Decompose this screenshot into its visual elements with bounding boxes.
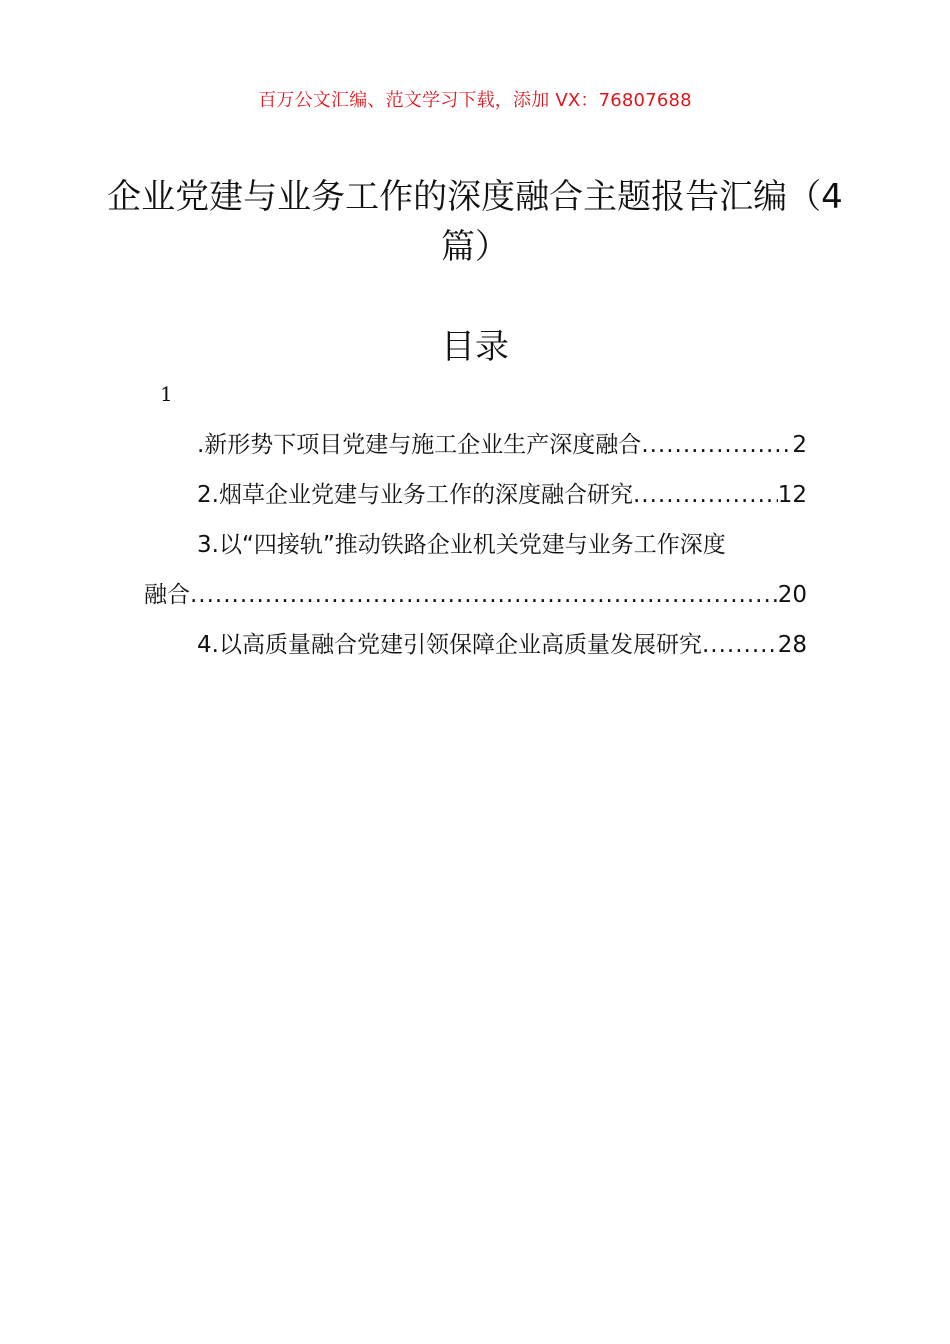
document-title: 企业党建与业务工作的深度融合主题报告汇编（4篇） — [107, 177, 843, 267]
toc-entry-label: 2.烟草企业党建与业务工作的深度融合研究 — [197, 482, 633, 508]
toc-entry-label: .新形势下项目党建与施工企业生产深度融合 — [197, 432, 642, 458]
toc-page-number: 2 — [792, 432, 807, 458]
toc-entry-4[interactable] — [197, 628, 807, 662]
toc-entry-3-line-1[interactable] — [197, 528, 807, 562]
toc-leader-dots — [190, 578, 778, 612]
toc-heading: 目录 — [441, 327, 509, 367]
toc-entry-1[interactable] — [197, 428, 807, 462]
toc-page-number: 20 — [777, 582, 807, 608]
toc-entry-label: 4.以高质量融合党建引领保障企业高质量发展研究 — [197, 632, 702, 658]
stray-number: 1 — [160, 382, 173, 406]
toc-entry-label: 3.以“四接轨”推动铁路企业机关党建与业务工作深度 — [197, 532, 726, 558]
toc-leader-dots — [633, 478, 778, 512]
toc-page-number: 28 — [777, 632, 807, 658]
toc-leader-dots — [702, 628, 778, 662]
toc-entry-label: 融合 — [144, 582, 190, 608]
toc-leader-dots — [641, 428, 792, 462]
header-note: 百万公文汇编、范文学习下载，添加 VX：76807688 — [258, 90, 692, 111]
toc-entry-2[interactable] — [197, 478, 807, 512]
toc-entry-3-line-2[interactable] — [144, 578, 807, 612]
toc-page-number: 12 — [777, 482, 807, 508]
